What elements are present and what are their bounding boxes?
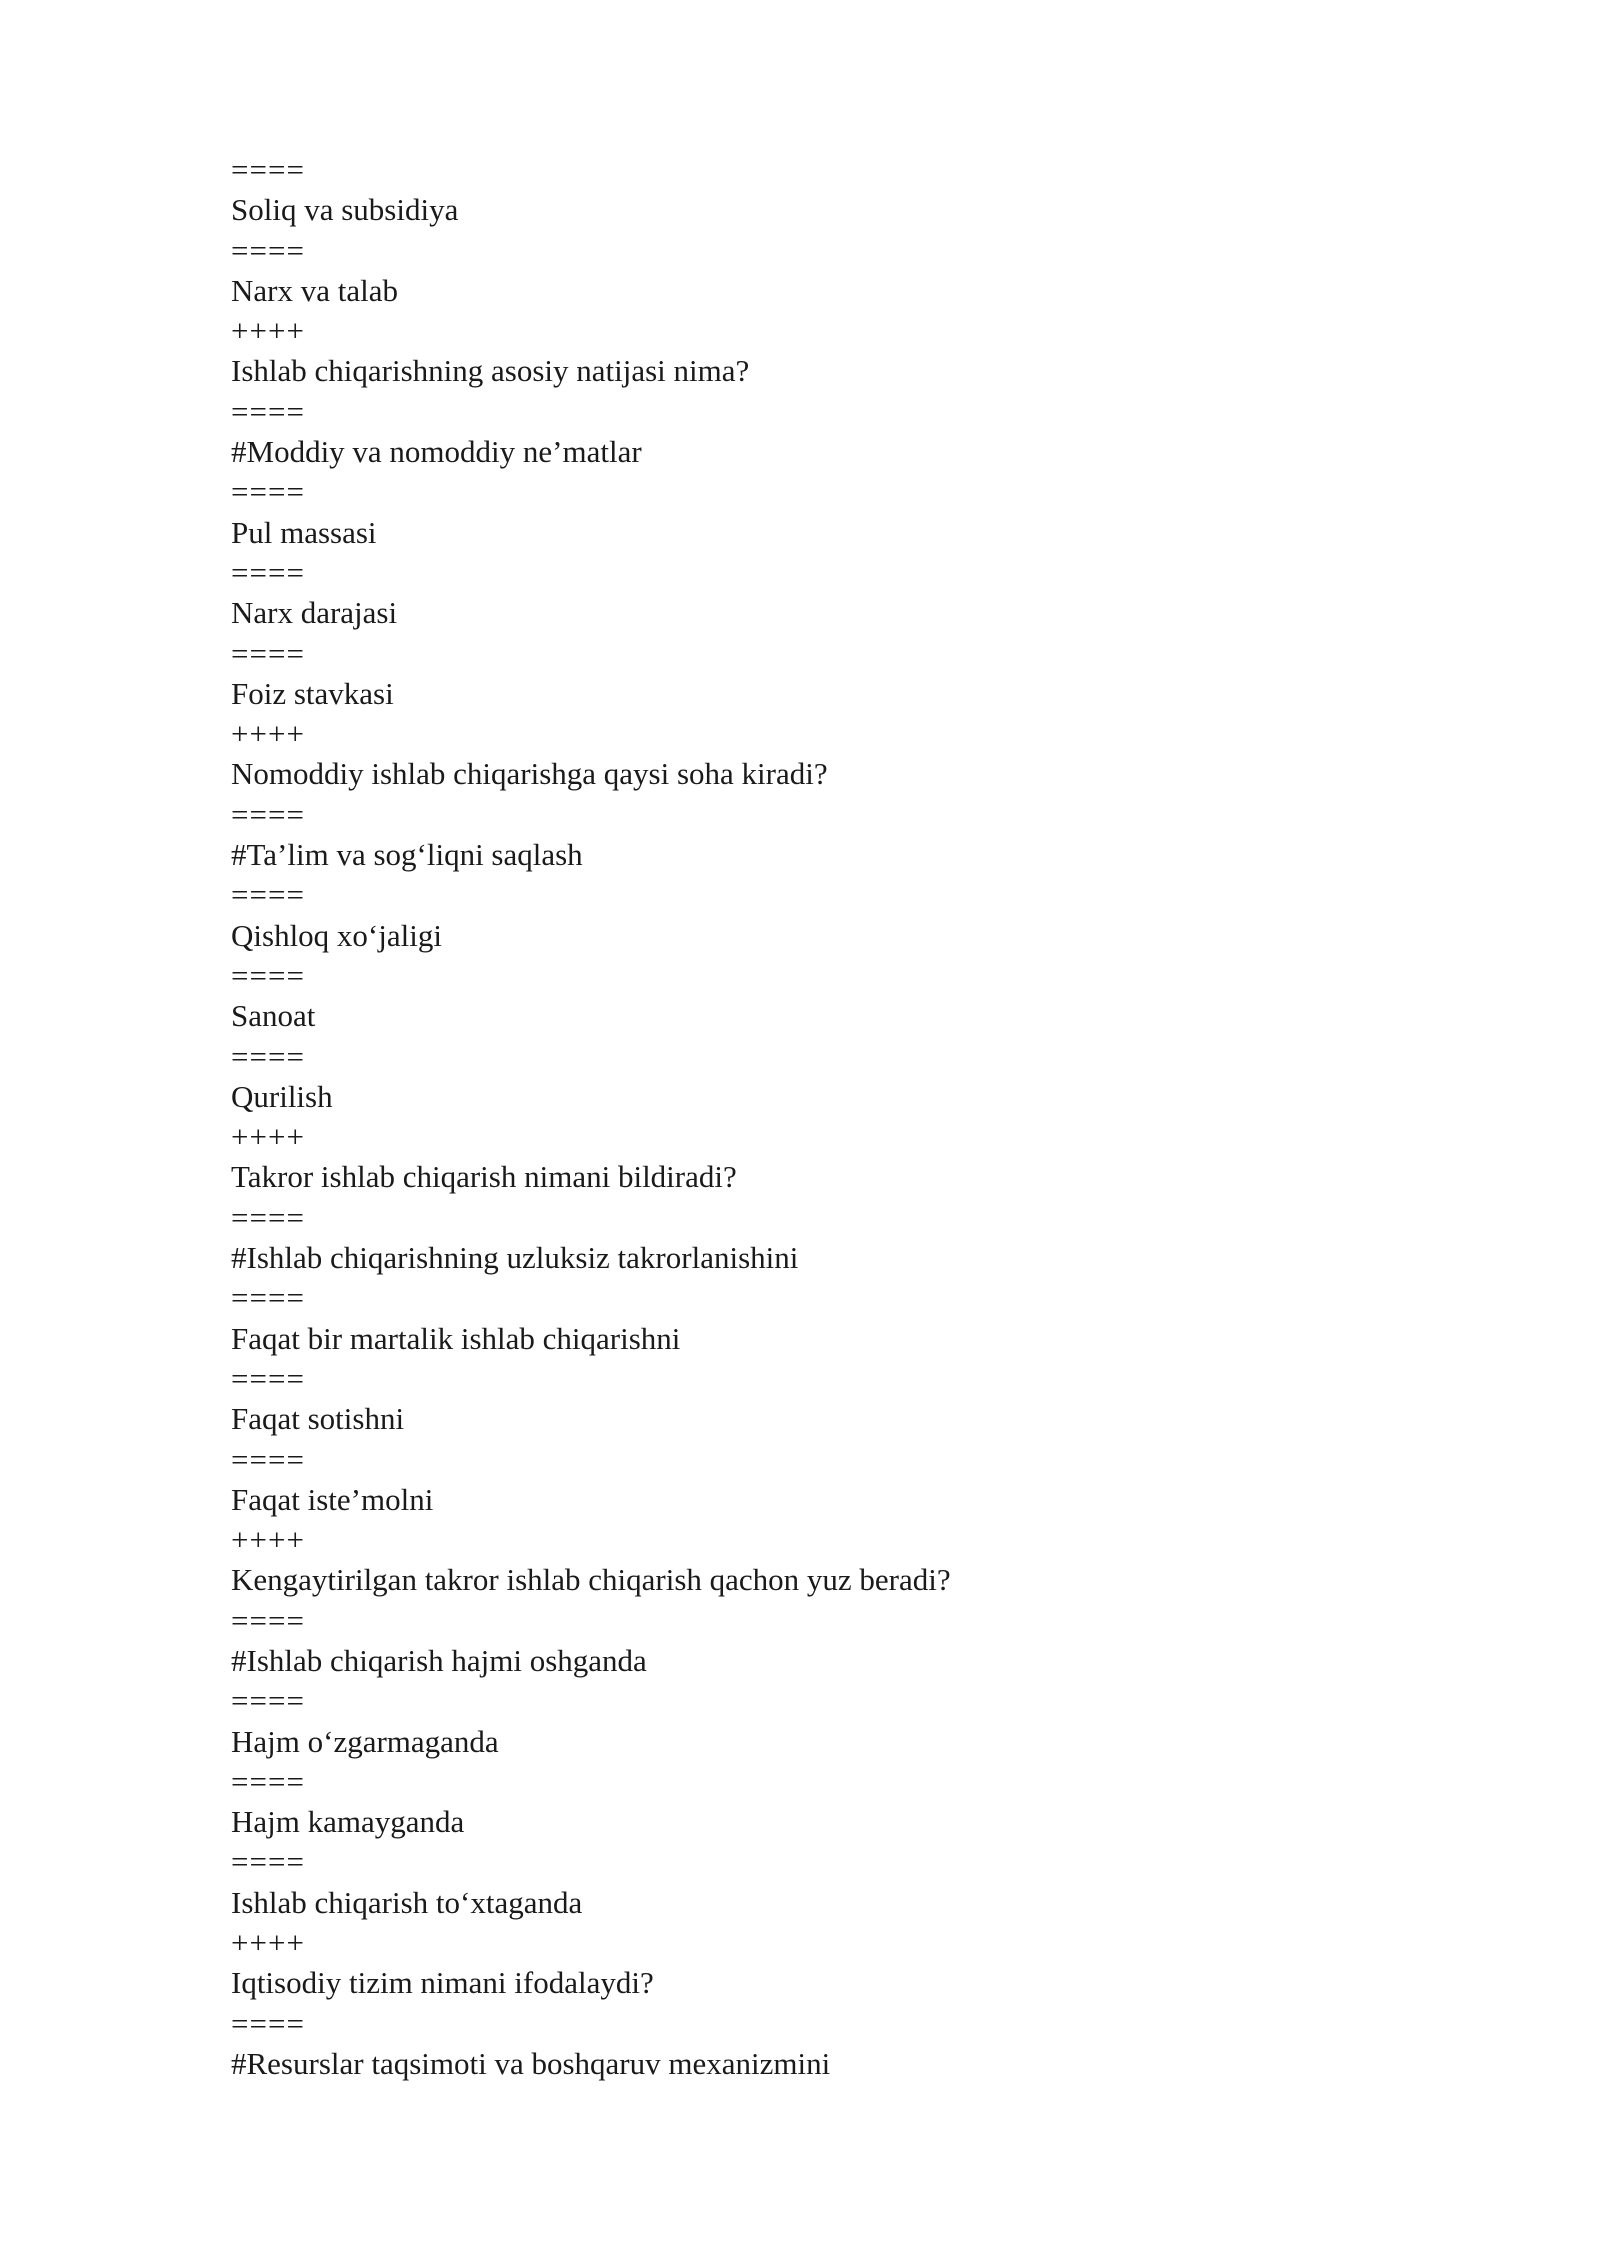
- correct-answer-option: #Moddiy va nomoddiy ne’matlar: [231, 434, 642, 470]
- question-text: Takror ishlab chiqarish nimani bildiradi?: [231, 1159, 737, 1195]
- answer-option: Foiz stavkasi: [231, 675, 394, 711]
- separator-line: ====: [231, 1038, 305, 1074]
- separator-line: ====: [231, 474, 305, 510]
- separator-line: ====: [231, 796, 305, 832]
- separator-line: ====: [231, 554, 305, 590]
- separator-line: ====: [231, 1441, 305, 1477]
- separator-line: ====: [231, 1602, 305, 1638]
- separator-line: ====: [231, 1360, 305, 1396]
- question-text: Iqtisodiy tizim nimani ifodalaydi?: [231, 1965, 654, 2001]
- correct-answer-option: #Ta’lim va sog‘liqni saqlash: [231, 837, 583, 873]
- separator-line: ====: [231, 393, 305, 429]
- answer-option: Pul massasi: [231, 514, 377, 550]
- separator-line: ====: [231, 1844, 305, 1880]
- separator-line: ====: [231, 877, 305, 913]
- answer-option: Faqat bir martalik ishlab chiqarishni: [231, 1320, 681, 1356]
- answer-option: Sanoat: [231, 998, 316, 1034]
- separator-line: ====: [231, 1199, 305, 1235]
- separator-line: ====: [231, 232, 305, 268]
- question-separator: ++++: [231, 313, 305, 349]
- correct-answer-option: #Resurslar taqsimoti va boshqaruv mexanizmini: [231, 2045, 831, 2081]
- separator-line: ====: [231, 957, 305, 993]
- answer-option: Qishloq xo‘jaligi: [231, 917, 442, 953]
- document-body: [231, 150, 1431, 2084]
- correct-answer-option: #Ishlab chiqarishning uzluksiz takrorlanishini: [231, 1240, 799, 1276]
- separator-line: ====: [231, 2005, 305, 2041]
- answer-option: Qurilish: [231, 1078, 333, 1114]
- answer-option: Ishlab chiqarish to‘xtaganda: [231, 1884, 583, 1920]
- answer-option: Faqat sotishni: [231, 1401, 405, 1437]
- answer-option: Soliq va subsidiya: [231, 192, 459, 228]
- correct-answer-option: #Ishlab chiqarish hajmi oshganda: [231, 1642, 647, 1678]
- question-text: Kengaytirilgan takror ishlab chiqarish qachon yuz beradi?: [231, 1562, 951, 1598]
- answer-option: Hajm kamayganda: [231, 1804, 465, 1840]
- separator-line: ====: [231, 635, 305, 671]
- separator-line: ====: [231, 1280, 305, 1316]
- separator-line: ====: [231, 1683, 305, 1719]
- question-text: Ishlab chiqarishning asosiy natijasi nima?: [231, 353, 750, 389]
- separator-line: ====: [231, 1763, 305, 1799]
- answer-option: Faqat iste’molni: [231, 1481, 434, 1517]
- question-text: Nomoddiy ishlab chiqarishga qaysi soha kiradi?: [231, 756, 828, 792]
- question-separator: ++++: [231, 1925, 305, 1961]
- separator-line: ====: [231, 152, 305, 187]
- answer-option: Narx darajasi: [231, 595, 398, 631]
- answer-option: Hajm o‘zgarmaganda: [231, 1723, 499, 1759]
- answer-option: Narx va talab: [231, 272, 398, 308]
- question-separator: ++++: [231, 716, 305, 752]
- question-separator: ++++: [231, 1119, 305, 1155]
- question-separator: ++++: [231, 1522, 305, 1558]
